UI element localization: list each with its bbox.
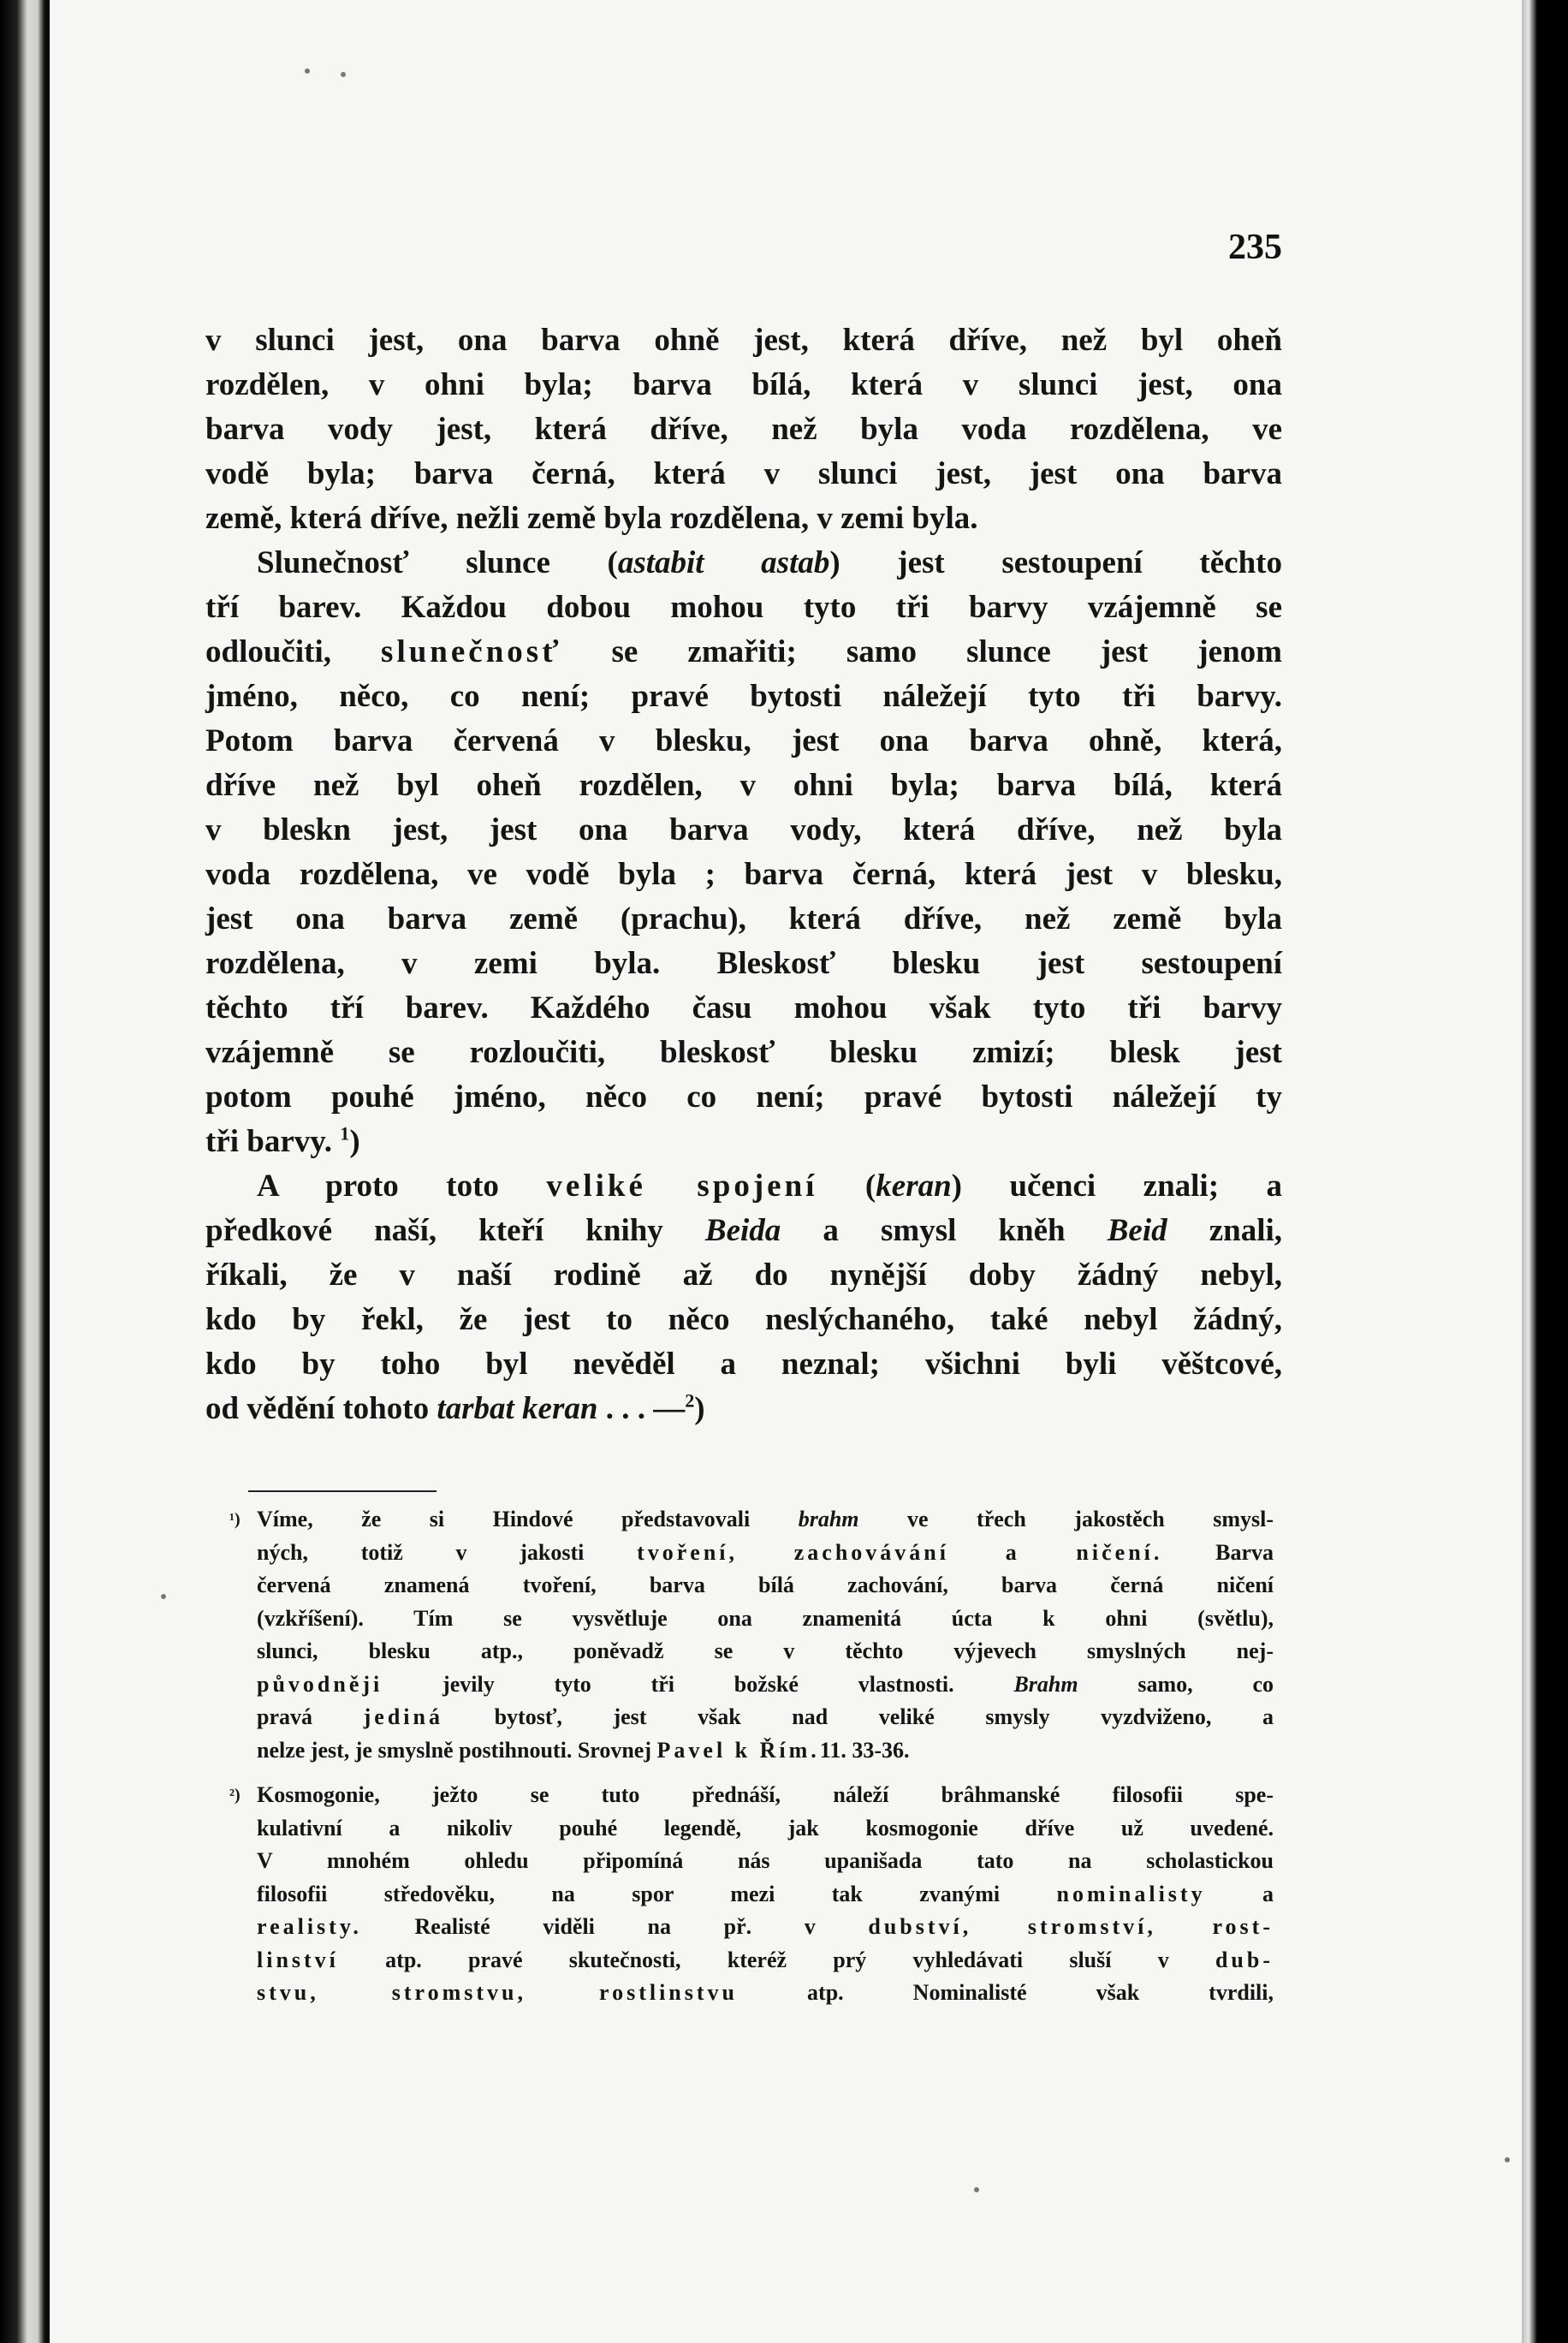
italic-term: brahm (798, 1507, 859, 1531)
text-line: jméno, něco, co není; pravé bytosti náležejí tyto tři barvy. (205, 679, 1282, 714)
footnote-line (257, 1878, 1274, 1912)
text-run: . . . — (597, 1391, 686, 1426)
text-run: se zmařiti; samo slunce jest jenom (561, 634, 1282, 669)
text-run: Slunečnosť slunce ( (257, 545, 618, 580)
footnote-line (257, 1701, 1274, 1734)
text-run: tři barvy. (205, 1124, 332, 1159)
text-run: znali, (1167, 1213, 1283, 1248)
speck (1505, 2157, 1510, 2162)
text-line: jest ona barva země (prachu), která dříve, než země byla (205, 901, 1282, 937)
text-line: říkali, že v naší rodině až do nynější doby žádný nebyl, (205, 1258, 1282, 1293)
text-line: voda rozdělena, ve vodě byla ; barva černá, která jest v blesku, (205, 857, 1282, 892)
footnote-ref: 2 (685, 1389, 695, 1412)
text-line (205, 541, 1282, 586)
footnotes (229, 1503, 1274, 2010)
text-line (205, 1387, 1282, 1431)
spaced-term: stvu, stromstvu, rostlinstvu (257, 1980, 739, 2005)
text-run: jevily tyto tři božské vlastnosti. (383, 1671, 1014, 1697)
footnote-line (257, 1734, 1274, 1768)
text-line: Potom barva červená v blesku, jest ona barva ohně, která, (205, 723, 1282, 758)
footnote-mark: ¹) (229, 1510, 241, 1529)
spaced-term: slunečnosť (381, 634, 562, 669)
text-line: země, která dříve, nežli země byla rozdělena, v zemi byla. (205, 501, 978, 536)
footnote-line (257, 1911, 1274, 1944)
text-line: v slunci jest, ona barva ohně jest, která dříve, než byl oheň (205, 323, 1282, 358)
footnote-line (257, 1944, 1274, 1977)
speck (305, 68, 310, 74)
spaced-term: dubství, stromství, rost- (868, 1914, 1274, 1939)
text-line: rozdělen, v ohni byla; barva bílá, která v slunci jest, ona (205, 367, 1282, 402)
speck (341, 72, 346, 77)
text-run: ných, totiž v jakosti (257, 1539, 638, 1565)
text-line: potom pouhé jméno, něco co není; pravé bytosti náležejí ty (205, 1079, 1282, 1115)
text-run: Barva (1162, 1539, 1274, 1565)
text-run: ) (349, 1124, 360, 1159)
text-line (205, 630, 1282, 675)
italic-term: tarbat keran (437, 1391, 598, 1426)
italic-term: Brahm (1013, 1671, 1078, 1697)
text-run: od vědění tohoto (205, 1391, 437, 1426)
footnote-ref: 1 (340, 1122, 350, 1145)
page-number: 235 (1228, 228, 1282, 267)
text-run: Víme, že si Hindové představovali (257, 1507, 799, 1531)
footnote-mark: ²) (229, 1786, 241, 1805)
book-edge-right (1522, 0, 1568, 2343)
body-text (205, 318, 1282, 1431)
italic-term: keran (876, 1169, 952, 1204)
text-run: atp. pravé skutečnosti, kteréž prý vyhledávati sluší v (338, 1947, 1215, 1972)
spaced-term: tvoření, zachovávání a ničení. (637, 1539, 1163, 1565)
footnote-line: červená znamená tvoření, barva bílá zachování, barva černá ničení (257, 1573, 1274, 1597)
text-line: dříve než byl oheň rozdělen, v ohni byla; barva bílá, která (205, 768, 1282, 803)
text-run: filosofii středověku, na spor mezi tak zvanými (257, 1881, 1057, 1906)
spaced-term: nominalisty (1056, 1881, 1206, 1906)
book-spine-left (0, 0, 50, 2343)
text-line: kdo by řekl, že jest to něco neslýchaného, také nebyl žádný, (205, 1302, 1282, 1337)
text-run: A proto toto (257, 1169, 547, 1204)
speck (974, 2187, 979, 2192)
footnote-1 (229, 1503, 1274, 1767)
footnote-line (257, 1977, 1274, 2010)
footnote-line: Kosmogonie, ježto se tuto přednáší, náleží brâhmanské filosofii spe- (257, 1782, 1274, 1807)
spaced-term: dub- (1215, 1947, 1274, 1972)
text-run: atp. Nominalisté však tvrdili, (738, 1980, 1274, 2005)
text-run: pravá (257, 1704, 364, 1729)
footnote-rule (248, 1490, 437, 1492)
footnote-line: slunci, blesku atp., poněvadž se v těchto výjevech smyslných nej- (257, 1638, 1274, 1663)
footnote-line: kulativní a nikoliv pouhé legendě, jak kosmogonie dříve už uvedené. (257, 1815, 1274, 1841)
italic-term: astabit astab (617, 545, 830, 580)
speck (161, 1594, 166, 1599)
italic-term: Beida (704, 1213, 781, 1248)
footnote-line: (vzkříšení). Tím se vysvětluje ona znamenitá úcta k ohni (světlu), (257, 1605, 1274, 1631)
spaced-term: Pavel k Řím. (656, 1737, 820, 1763)
text-run: ) jest sestoupení těchto (829, 545, 1282, 580)
italic-term: Beid (1107, 1213, 1167, 1248)
text-run: ( (817, 1169, 876, 1204)
text-run: a smysl kněh (781, 1213, 1108, 1248)
spaced-term: veliké spojení (546, 1169, 818, 1204)
text-run: ve třech jakostěch smysl- (858, 1507, 1274, 1531)
text-line: vodě byla; barva černá, která v slunci jest, jest ona barva (205, 456, 1282, 491)
text-run: předkové naší, kteří knihy (205, 1213, 705, 1248)
text-line (205, 1164, 1282, 1209)
text-line (205, 1209, 1282, 1253)
text-line: těchto tří barev. Každého času mohou však tyto tři barvy (205, 990, 1282, 1026)
text-run: samo, co (1078, 1671, 1274, 1697)
text-run: bytosť, jest však nad veliké smysly vyzdviženo, a (442, 1704, 1274, 1729)
text-run: ) učenci znali; a (951, 1169, 1283, 1204)
text-run: ) (694, 1391, 705, 1426)
spaced-term: jediná (363, 1704, 443, 1729)
footnote-line (257, 1668, 1274, 1702)
spaced-term: linství (257, 1947, 339, 1972)
spaced-term: realisty. (257, 1914, 362, 1939)
text-run: odloučiti, (205, 634, 382, 669)
text-line: rozdělena, v zemi byla. Bleskosť blesku jest sestoupení (205, 946, 1282, 981)
footnote-line (257, 1503, 1274, 1537)
text-line: barva vody jest, která dříve, než byla voda rozdělena, ve (205, 412, 1282, 447)
spaced-term: původněji (257, 1671, 383, 1697)
text-line: v bleskn jest, jest ona barva vody, která dříve, než byla (205, 812, 1282, 847)
footnote-2 (229, 1779, 1274, 2010)
text-run: Realisté viděli na př. v (361, 1914, 869, 1939)
text-line: kdo by toho byl nevěděl a neznal; všichni byli věštcové, (205, 1347, 1282, 1382)
text-line: tří barev. Každou dobou mohou tyto tři barvy vzájemně se (205, 590, 1282, 625)
text-run: 11. 33-36. (819, 1737, 910, 1763)
text-line (205, 1120, 1282, 1164)
text-run: a (1205, 1881, 1274, 1906)
footnote-line: V mnohém ohledu připomíná nás upanišada tato na scholastickou (257, 1848, 1274, 1873)
text-run: nelze jest, je smyslně postihnouti. Srovnej (257, 1737, 657, 1763)
footnote-line (257, 1537, 1274, 1570)
text-line: vzájemně se rozloučiti, bleskosť blesku zmizí; blesk jest (205, 1035, 1282, 1070)
